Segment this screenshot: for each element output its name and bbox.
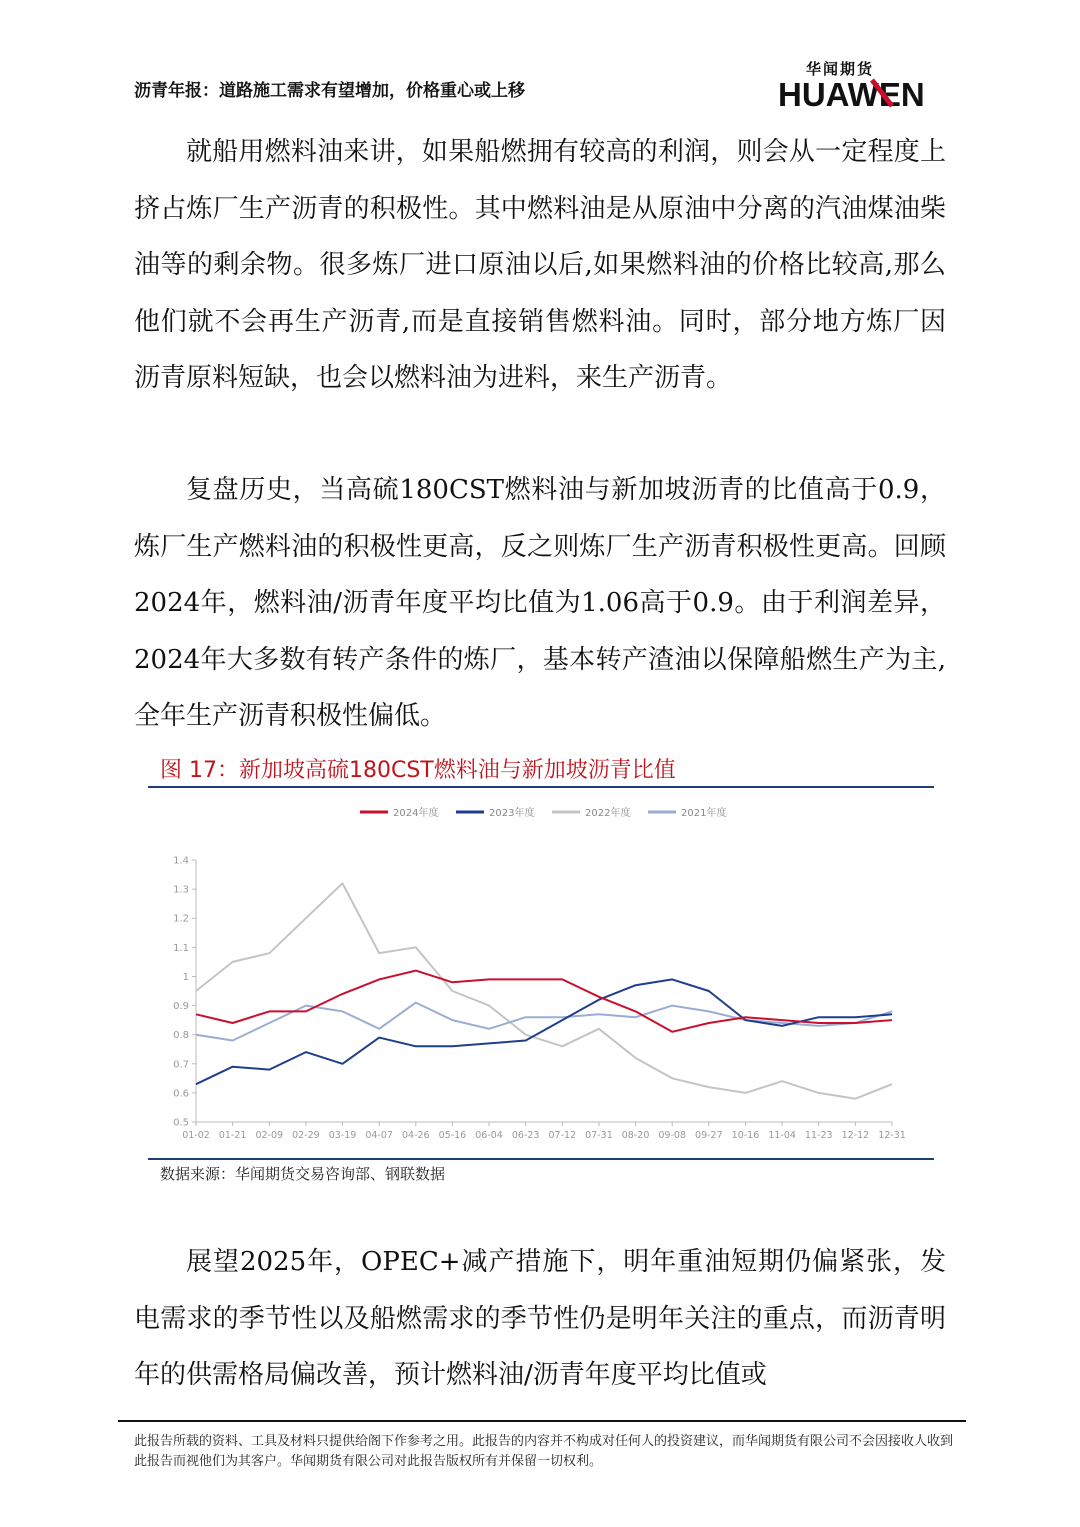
legend-label-3: 2021年度 <box>681 808 727 819</box>
y-tick-label-4: 1 <box>182 971 189 983</box>
paragraph-2025-outlook: 展望2025年，OPEC+减产措施下，明年重油短期仍偏紧张，发电需求的季节性以及船燃需求的季节性仍是明年关注的重点，而沥青明年的供需格局偏改善，预计燃料油/沥青年度平均比值或 <box>134 1247 946 1390</box>
ratio-line-chart <box>150 792 930 1152</box>
logo-wordmark <box>776 76 950 110</box>
x-tick-label-9: 06-23 <box>511 1130 540 1141</box>
series-line-3 <box>196 1003 892 1041</box>
footer-rule <box>118 1420 966 1422</box>
x-tick-label-19: 12-31 <box>878 1130 906 1141</box>
y-tick-label-5: 0.9 <box>173 1001 189 1013</box>
chart-axes <box>173 856 906 1142</box>
y-tick-label-9: 0.5 <box>173 1117 189 1129</box>
legend-label-1: 2023年度 <box>489 808 535 819</box>
x-tick-label-6: 04-26 <box>401 1130 430 1141</box>
logo-english-name: HUAWEN <box>778 76 925 110</box>
chart-lines <box>196 883 892 1098</box>
x-tick-label-12: 08-20 <box>621 1130 650 1141</box>
paragraph-ratio-history: 复盘历史，当高硫180CST燃料油与新加坡沥青的比值高于0.9，炼厂生产燃料油的积极性更高，反之则炼厂生产沥青积极性更高。回顾2024年，燃料油/沥青年度平均比值为1.06高于0.9。由于利润差异，2024年大多数有转产条件的炼厂，基本转产渣油以保障船燃生产为主,全年生产沥青积极性偏低。 <box>134 475 946 731</box>
y-tick-label-8: 0.6 <box>173 1088 189 1100</box>
figure-top-rule <box>148 786 934 788</box>
legend-label-0: 2024年度 <box>393 808 439 819</box>
x-tick-label-2: 02-09 <box>255 1130 284 1141</box>
y-tick-label-7: 0.7 <box>173 1059 189 1071</box>
y-tick-label-0: 1.4 <box>173 855 189 867</box>
x-tick-label-10: 07-12 <box>548 1130 577 1141</box>
x-tick-label-18: 12-12 <box>841 1130 870 1141</box>
x-tick-label-13: 09-08 <box>658 1130 687 1141</box>
x-tick-label-17: 11-23 <box>804 1130 833 1141</box>
x-tick-label-14: 09-27 <box>695 1130 723 1141</box>
x-tick-label-3: 02-29 <box>292 1130 320 1141</box>
x-tick-label-7: 05-16 <box>438 1130 467 1141</box>
huawen-logo <box>776 58 950 110</box>
x-tick-label-1: 01-21 <box>218 1130 247 1141</box>
legend-label-2: 2022年度 <box>585 808 631 819</box>
x-tick-label-11: 07-31 <box>585 1130 613 1141</box>
y-tick-label-6: 0.8 <box>173 1030 189 1042</box>
paragraph-fuel-oil-impact: 就船用燃料油来讲，如果船燃拥有较高的利润，则会从一定程度上挤占炼厂生产沥青的积极性。其中燃料油是从原油中分离的汽油煤油柴油等的剩余物。很多炼厂进口原油以后,如果燃料油的价格比较高,那么他们就不会再生产沥青,而是直接销售燃料油。同时，部分地方炼厂因沥青原料短缺，也会以燃料油为进料，来生产沥青。 <box>134 137 946 393</box>
report-header-title: 沥青年报：道路施工需求有望增加，价格重心或上移 <box>134 81 525 101</box>
x-tick-label-4: 03-19 <box>328 1130 357 1141</box>
x-tick-label-8: 06-04 <box>475 1130 503 1141</box>
figure-source: 数据来源：华闻期货交易咨询部、钢联数据 <box>160 1165 446 1183</box>
y-tick-label-3: 1.1 <box>173 942 189 954</box>
series-line-1 <box>196 979 892 1084</box>
footer-disclaimer: 此报告所载的资料、工具及材料只提供给阁下作参考之用。此报告的内容并不构成对任何人的投资建议，而华闻期货有限公司不会因接收人收到此报告而视他们为其客户。华闻期货有限公司对此报告版权所有并保留一切权利。 <box>134 1434 954 1469</box>
series-line-2 <box>196 883 892 1098</box>
logo-chinese-name: 华闻期货 <box>806 60 875 78</box>
x-tick-label-16: 11-04 <box>768 1130 796 1141</box>
y-tick-label-2: 1.2 <box>173 913 189 925</box>
y-tick-label-1: 1.3 <box>173 884 189 896</box>
figure-title: 图 17：新加坡高硫180CST燃料油与新加坡沥青比值 <box>160 758 676 783</box>
chart-legend <box>360 806 726 819</box>
figure-bottom-rule <box>148 1158 934 1160</box>
x-tick-label-15: 10-16 <box>731 1130 760 1141</box>
x-tick-label-0: 01-02 <box>182 1130 210 1141</box>
x-tick-label-5: 04-07 <box>365 1130 393 1141</box>
